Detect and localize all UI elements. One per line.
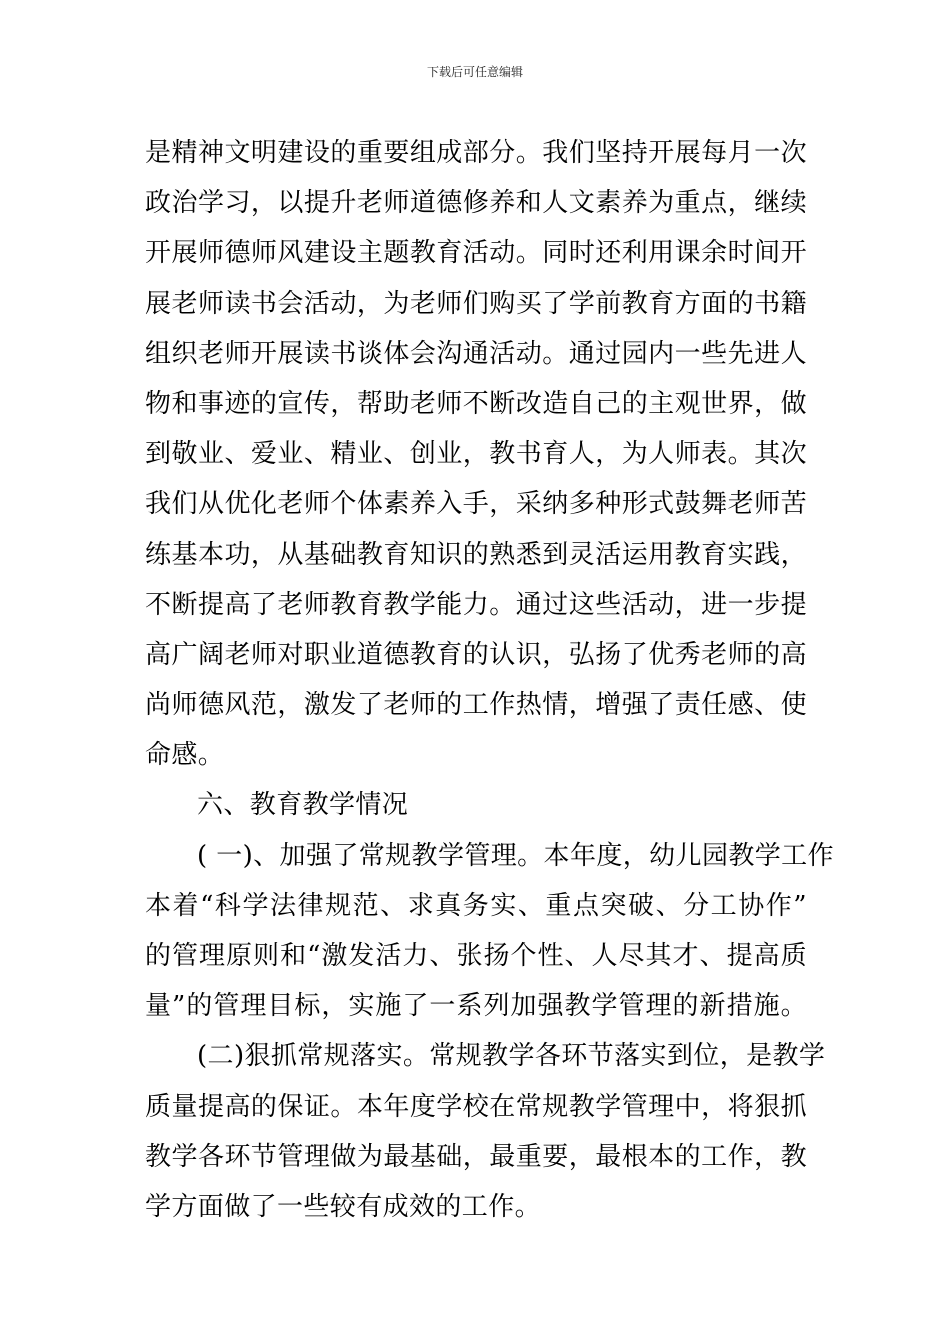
text-line: 练基本功，从基础教育知识的熟悉到灵活运用教育实践， [145,539,807,570]
text-line: 的管理原则和“激发活力、张扬个性、人尽其才、提高质 [145,941,807,971]
text-line: 教学各环节管理做为最基础，最重要，最根本的工作，教 [145,1141,807,1172]
text-line: 量”的管理目标，实施了一系列加强教学管理的新措施。 [145,991,807,1022]
text-line: 六、教育教学情况 [197,790,409,821]
text-line: 是精神文明建设的重要组成部分。我们坚持开展每月一次 [145,138,807,168]
text-line: 学方面做了一些较有成效的工作。 [145,1191,542,1222]
text-line: ( 一)、加强了常规教学管理。本年度，幼儿园教学工作 [197,840,834,871]
text-line: (二)狠抓常规落实。常规教学各环节落实到位，是教学 [197,1041,826,1072]
text-line: 本着“科学法律规范、求真务实、重点突破、分工协作” [145,890,807,921]
text-line: 命感。 [145,740,225,771]
text-line: 物和事迹的宣传，帮助老师不断改造自己的主观世界，做 [145,388,807,419]
text-line: 我们从优化老师个体素养入手，采纳多种形式鼓舞老师苦 [145,489,807,520]
page-header-note: 下载后可任意编辑 [426,65,523,79]
text-line: 政治学习，以提升老师道德修养和人文素养为重点，继续 [145,188,807,219]
text-line: 开展师德师风建设主题教育活动。同时还利用课余时间开 [145,238,807,269]
text-line: 质量提高的保证。本年度学校在常规教学管理中，将狠抓 [145,1091,807,1122]
text-line: 不断提高了老师教育教学能力。通过这些活动，进一步提 [145,589,807,620]
text-line: 高广阔老师对职业道德教育的认识，弘扬了优秀老师的高 [145,639,807,670]
text-line: 尚师德风范，激发了老师的工作热情，增强了责任感、使 [145,690,807,721]
text-line: 组织老师开展读书谈体会沟通活动。通过园内一些先进人 [145,338,807,369]
text-line: 展老师读书会活动，为老师们购买了学前教育方面的书籍 [145,288,807,319]
document-body [145,128,834,1232]
text-line: 到敬业、爱业、精业、创业，教书育人，为人师表。其次 [145,439,807,470]
